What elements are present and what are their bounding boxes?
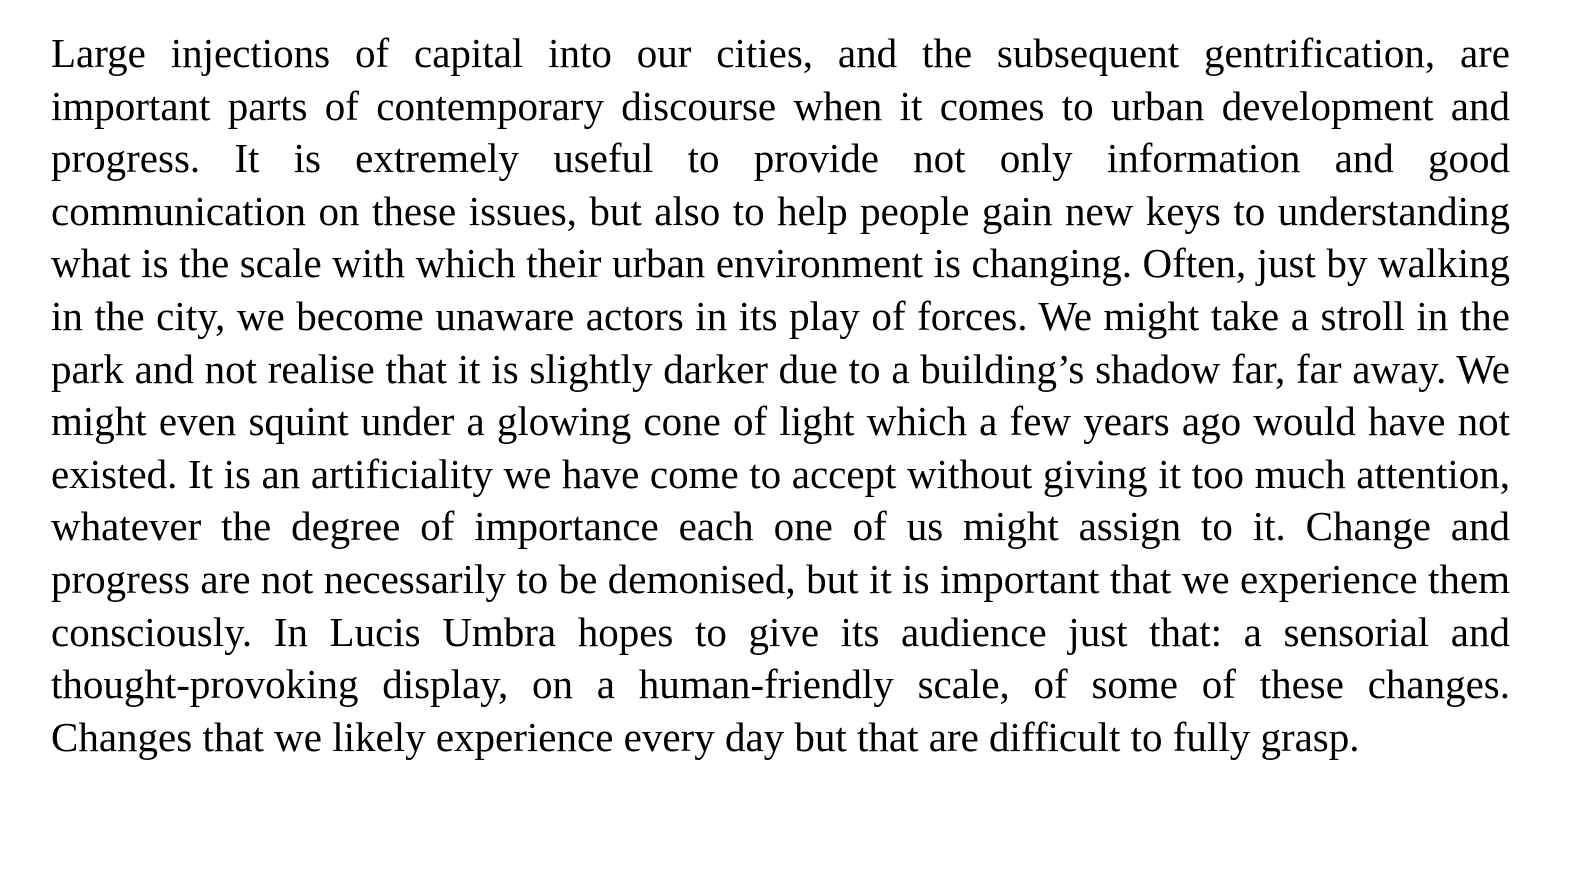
body-paragraph: Large injections of capital into our cities, and the subsequent gentrification, are important parts of contemporary discourse when it comes to urban development and progress. It is extremely useful to provide not only information and good communication on these issues, but also to help people gain new keys to understanding what is the scale with which their urban environment is changing. Often, just by walking in the city, we become unaware actors in its play of forces. We might take a stroll in the park and not realise that it is slightly darker due to a building’s shadow far, far away. We might even squint under a glowing cone of light which a few years ago would have not existed. It is an artificiality we have come to accept without giving it too much attention, whatever the degree of importance each one of us might assign to it. Change and progress are not necessarily to be demonised, but it is important that we experience them consciously. In Lucis Umbra hopes to give its audience just that: a sensorial and thought-provoking display, on a human-friendly scale, of some of these changes. Changes that we likely experience every day but that are difficult to fully grasp.	[51, 30, 1510, 760]
